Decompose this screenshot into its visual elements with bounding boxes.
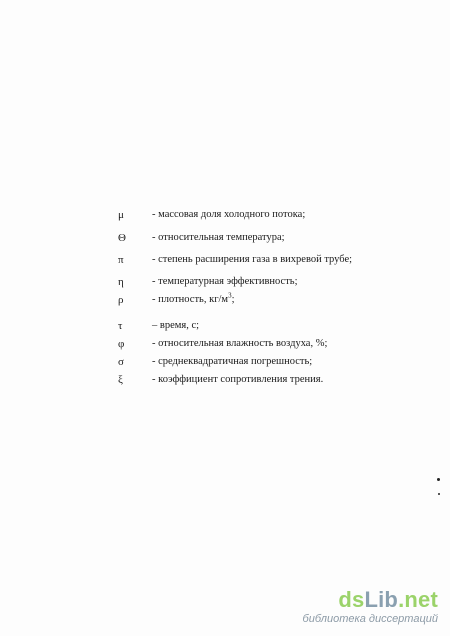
symbol-theta: Θ xyxy=(118,232,126,244)
symbol-description-tail: ; xyxy=(231,294,235,305)
symbol-rho: ρ xyxy=(118,294,124,306)
symbol-description: - относительная температура; xyxy=(152,232,285,243)
symbol-row-theta xyxy=(0,229,450,247)
symbol-row-mu xyxy=(0,206,450,224)
symbol-row-pi xyxy=(0,251,450,269)
symbol-eta: η xyxy=(118,276,124,288)
symbol-sigma: σ xyxy=(118,356,124,368)
symbol-row-sigma xyxy=(0,353,450,371)
symbol-xi: ξ xyxy=(118,374,123,386)
symbol-row-eta xyxy=(0,273,450,291)
dslib-watermark xyxy=(278,588,438,628)
symbol-row-xi xyxy=(0,371,450,389)
symbol-description: - относительная влажность воздуха, %; xyxy=(152,338,328,349)
symbol-row-rho xyxy=(0,291,450,309)
symbol-phi: φ xyxy=(118,338,125,350)
dslib-subtitle: библиотека диссертаций xyxy=(302,613,438,625)
symbol-description xyxy=(152,291,235,309)
superscript: 3 xyxy=(228,291,232,300)
symbol-pi: π xyxy=(118,254,124,266)
symbol-mu: μ xyxy=(118,209,124,221)
symbol-row-tau xyxy=(0,317,450,335)
symbol-tau: τ xyxy=(118,320,123,332)
symbol-description-text: - плотность, кг/м xyxy=(152,294,229,305)
scan-speck xyxy=(437,478,440,481)
symbol-description: - коэффициент сопротивления трения. xyxy=(152,374,324,385)
dslib-logo: dsLib.net xyxy=(338,587,438,612)
symbol-description: – время, с; xyxy=(152,320,200,331)
scan-speck xyxy=(438,493,440,495)
symbol-row-phi xyxy=(0,335,450,353)
symbol-description: - степень расширения газа в вихревой трубе; xyxy=(152,254,353,265)
symbol-description: - среднеквадратичная погрешность; xyxy=(152,356,313,367)
symbol-description: - температурная эффективность; xyxy=(152,276,298,287)
symbol-description: - массовая доля холодного потока; xyxy=(152,209,306,220)
